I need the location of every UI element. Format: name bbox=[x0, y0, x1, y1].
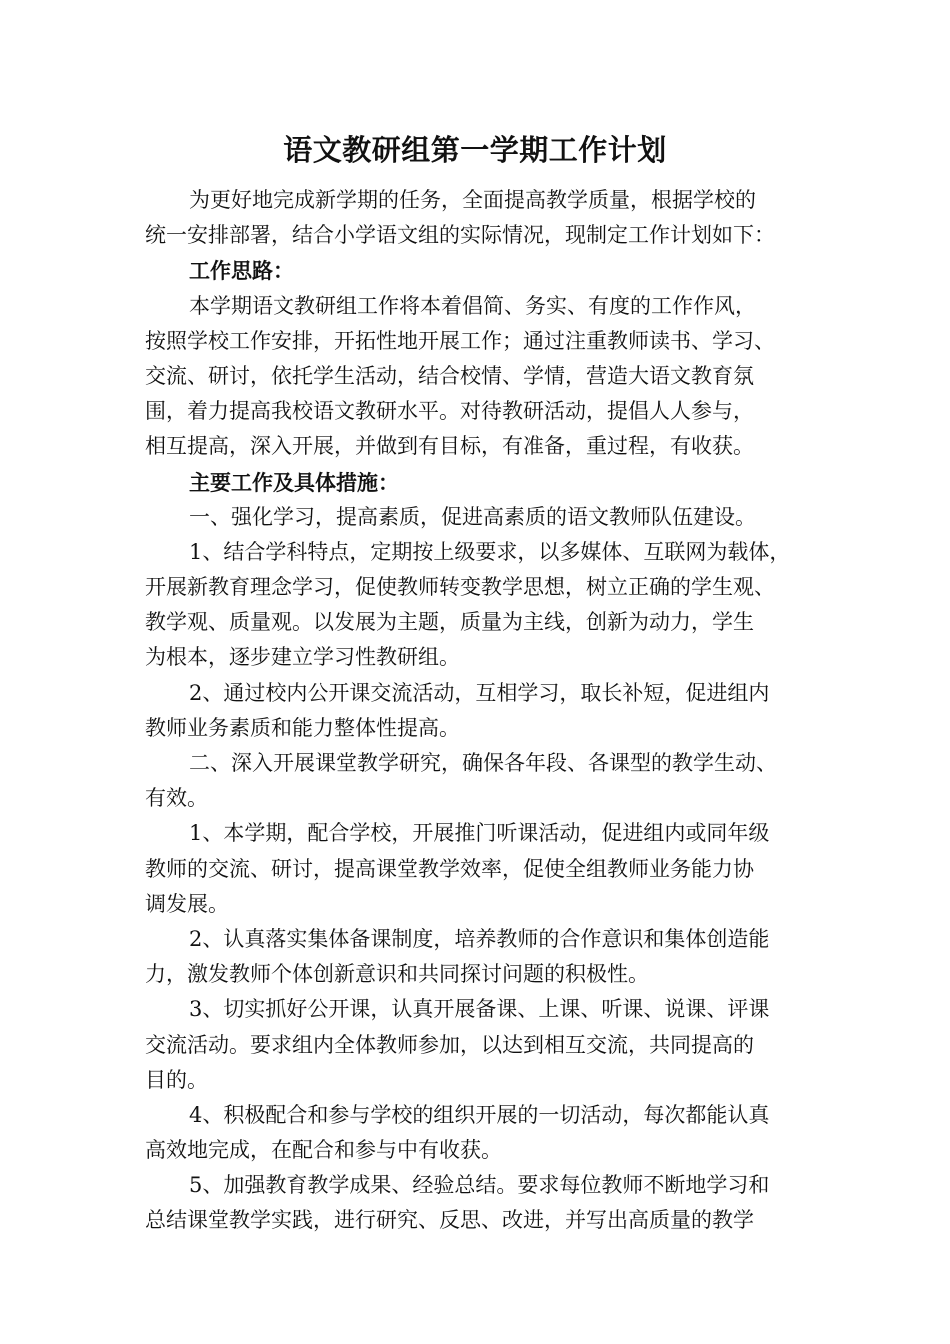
paragraph-line: 调发展。 bbox=[145, 891, 229, 916]
paragraph-line: 统一安排部署，结合小学语文组的实际情况，现制定工作计划如下： bbox=[145, 223, 775, 248]
paragraph-line: 1、本学期，配合学校，开展推门听课活动，促进组内或同年级 bbox=[189, 821, 770, 846]
paragraph-line: 教师业务素质和能力整体性提高。 bbox=[145, 715, 460, 740]
paragraph-line: 开展新教育理念学习，促使教师转变教学思想，树立正确的学生观、 bbox=[145, 575, 775, 600]
paragraph-line: 有效。 bbox=[145, 786, 208, 811]
paragraph-line: 1、结合学科特点，定期按上级要求，以多媒体、互联网为载体， bbox=[189, 539, 791, 564]
paragraph-line: 高效地完成，在配合和参与中有收获。 bbox=[145, 1138, 502, 1163]
paragraph-line: 总结课堂教学实践，进行研究、反思、改进，并写出高质量的教学 bbox=[145, 1208, 754, 1233]
paragraph-line: 2、认真落实集体备课制度，培养教师的合作意识和集体创造能 bbox=[189, 926, 770, 951]
paragraph-line: 为更好地完成新学期的任务，全面提高教学质量，根据学校的 bbox=[189, 188, 756, 212]
paragraph-line: 交流、研讨，依托学生活动，结合校情、学情，营造大语文教育氛 bbox=[145, 363, 754, 388]
paragraph-line: 3、切实抓好公开课，认真开展备课、上课、听课、说课、评课 bbox=[189, 997, 770, 1022]
paragraph-line: 为根本，逐步建立学习性教研组。 bbox=[145, 645, 460, 670]
paragraph-line: 围，着力提高我校语文教研水平。对待教研活动，提倡人人参与， bbox=[145, 399, 754, 424]
paragraph-line: 2、通过校内公开课交流活动，互相学习，取长补短，促进组内 bbox=[189, 680, 770, 705]
paragraph-line: 教师的交流、研讨，提高课堂教学效率，促使全组教师业务能力协 bbox=[145, 856, 754, 881]
paragraph-line: 二、深入开展课堂教学研究，确保各年段、各课型的教学生动、 bbox=[189, 751, 777, 775]
paragraph-line: 5、加强教育教学成果、经验总结。要求每位教师不断地学习和 bbox=[189, 1173, 770, 1198]
section-heading: 主要工作及具体措施： bbox=[189, 469, 399, 495]
paragraph-line: 相互提高，深入开展，并做到有目标，有准备，重过程，有收获。 bbox=[145, 434, 754, 459]
paragraph-line: 4、积极配合和参与学校的组织开展的一切活动，每次都能认真 bbox=[189, 1102, 770, 1127]
paragraph-line: 本学期语文教研组工作将本着倡简、务实、有度的工作作风， bbox=[189, 293, 756, 318]
document-body bbox=[145, 183, 810, 1239]
paragraph-line: 力，激发教师个体创新意识和共同探讨问题的积极性。 bbox=[145, 962, 649, 987]
paragraph-line: 目的。 bbox=[145, 1067, 208, 1092]
paragraph-line: 按照学校工作安排，开拓性地开展工作；通过注重教师读书、学习、 bbox=[145, 328, 775, 353]
paragraph-line: 交流活动。要求组内全体教师参加，以达到相互交流，共同提高的 bbox=[145, 1032, 754, 1057]
paragraph-line: 教学观、质量观。以发展为主题，质量为主线，创新为动力，学生 bbox=[145, 610, 754, 635]
paragraph-line: 一、强化学习，提高素质，促进高素质的语文教师队伍建设。 bbox=[189, 504, 756, 529]
section-heading: 工作思路： bbox=[189, 258, 294, 284]
document-title: 语文教研组第一学期工作计划 bbox=[283, 133, 667, 167]
